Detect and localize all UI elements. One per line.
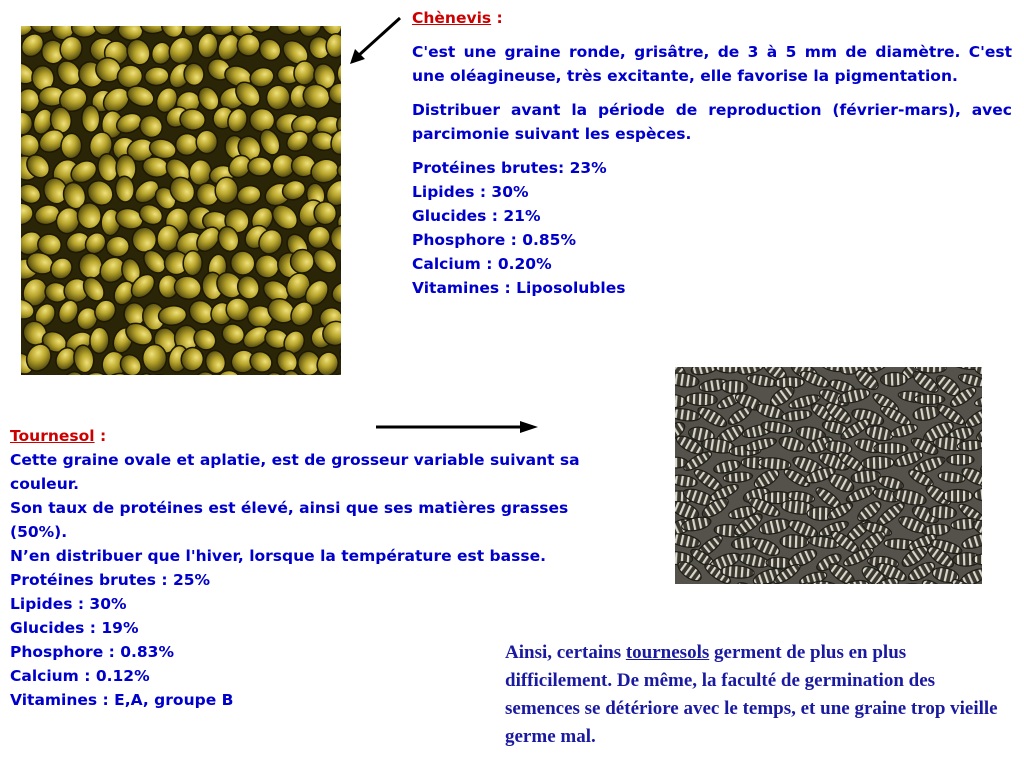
sunflower-seed-texture <box>874 443 908 455</box>
hemp-seed-texture <box>183 250 203 276</box>
tournesol-line: Glucides : 19% <box>10 619 139 637</box>
conclusion-text-end: germent de plus en plus difficilement. De même, la faculté de germination des semences se détériore avec le temps, et une graine trop vieille germe mal. <box>505 642 998 747</box>
chenevis-distribution: Distribuer avant la période de reproduction (février-mars), avec parcimonie suivant les espèces. <box>412 101 1012 143</box>
hemp-seeds-photo <box>21 26 341 375</box>
conclusion-tournesols-underlined: tournesols <box>625 642 710 663</box>
sunflower-seed-texture <box>914 394 945 404</box>
hemp-seed-texture <box>89 327 109 354</box>
tournesol-title: Tournesol <box>10 427 95 445</box>
sunflower-seed-texture <box>943 490 973 503</box>
hemp-seed-texture <box>249 108 275 132</box>
chenevis-nutrient: Protéines brutes: 23% <box>412 159 607 177</box>
tournesol-line: N’en distribuer que l'hiver, lorsque la température est basse. <box>10 547 546 565</box>
pointer-arrow-diagonal <box>348 14 404 66</box>
hemp-seed-texture <box>131 226 157 252</box>
hemp-seed-texture <box>248 157 272 177</box>
chenevis-title: Chènevis <box>412 9 492 27</box>
chenevis-nutrient: Glucides : 21% <box>412 207 541 225</box>
hemp-seed-texture <box>143 345 167 372</box>
chenevis-nutrient: Lipides : 30% <box>412 183 529 201</box>
hemp-seed-texture <box>106 236 130 258</box>
tournesol-line: couleur. <box>10 475 80 493</box>
sunflower-seed-texture <box>780 534 809 549</box>
conclusion-text-start: Ainsi, certains <box>505 642 626 663</box>
sunflower-seed-texture <box>880 372 907 387</box>
chenevis-section <box>412 6 1012 300</box>
hemp-seed-texture <box>196 130 218 154</box>
chenevis-description: C'est une graine ronde, grisâtre, de 3 à 5 mm de diamètre. C'est une oléagineuse, très excitante, elle favorise la pigmentation. <box>412 43 1012 85</box>
hemp-seed-texture <box>215 177 238 203</box>
hemp-seed-texture <box>81 105 99 132</box>
sunflower-seed-texture <box>947 454 974 465</box>
tournesol-line: Cette graine ovale et aplatie, est de grosseur variable suivant sa <box>10 451 580 469</box>
chenevis-title-colon: : <box>491 9 503 27</box>
tournesol-line: Phosphore : 0.83% <box>10 643 174 661</box>
tournesol-line: Vitamines : E,A, groupe B <box>10 691 234 709</box>
tournesol-line: Lipides : 30% <box>10 595 127 613</box>
chenevis-nutrient: Vitamines : Liposolubles <box>412 279 626 297</box>
chenevis-nutrient: Calcium : 0.20% <box>412 255 552 273</box>
tournesol-line: Protéines brutes : 25% <box>10 571 211 589</box>
tournesol-title-colon: : <box>94 427 107 445</box>
sunflower-seeds-photo <box>675 367 982 584</box>
hemp-seed-texture <box>60 133 82 159</box>
tournesol-line: Son taux de protéines est élevé, ainsi que ses matières grasses <box>10 499 569 517</box>
conclusion-paragraph <box>505 639 1005 751</box>
tournesol-line: Calcium : 0.12% <box>10 667 150 685</box>
tournesol-line: (50%). <box>10 523 68 541</box>
chenevis-nutrient: Phosphore : 0.85% <box>412 231 576 249</box>
